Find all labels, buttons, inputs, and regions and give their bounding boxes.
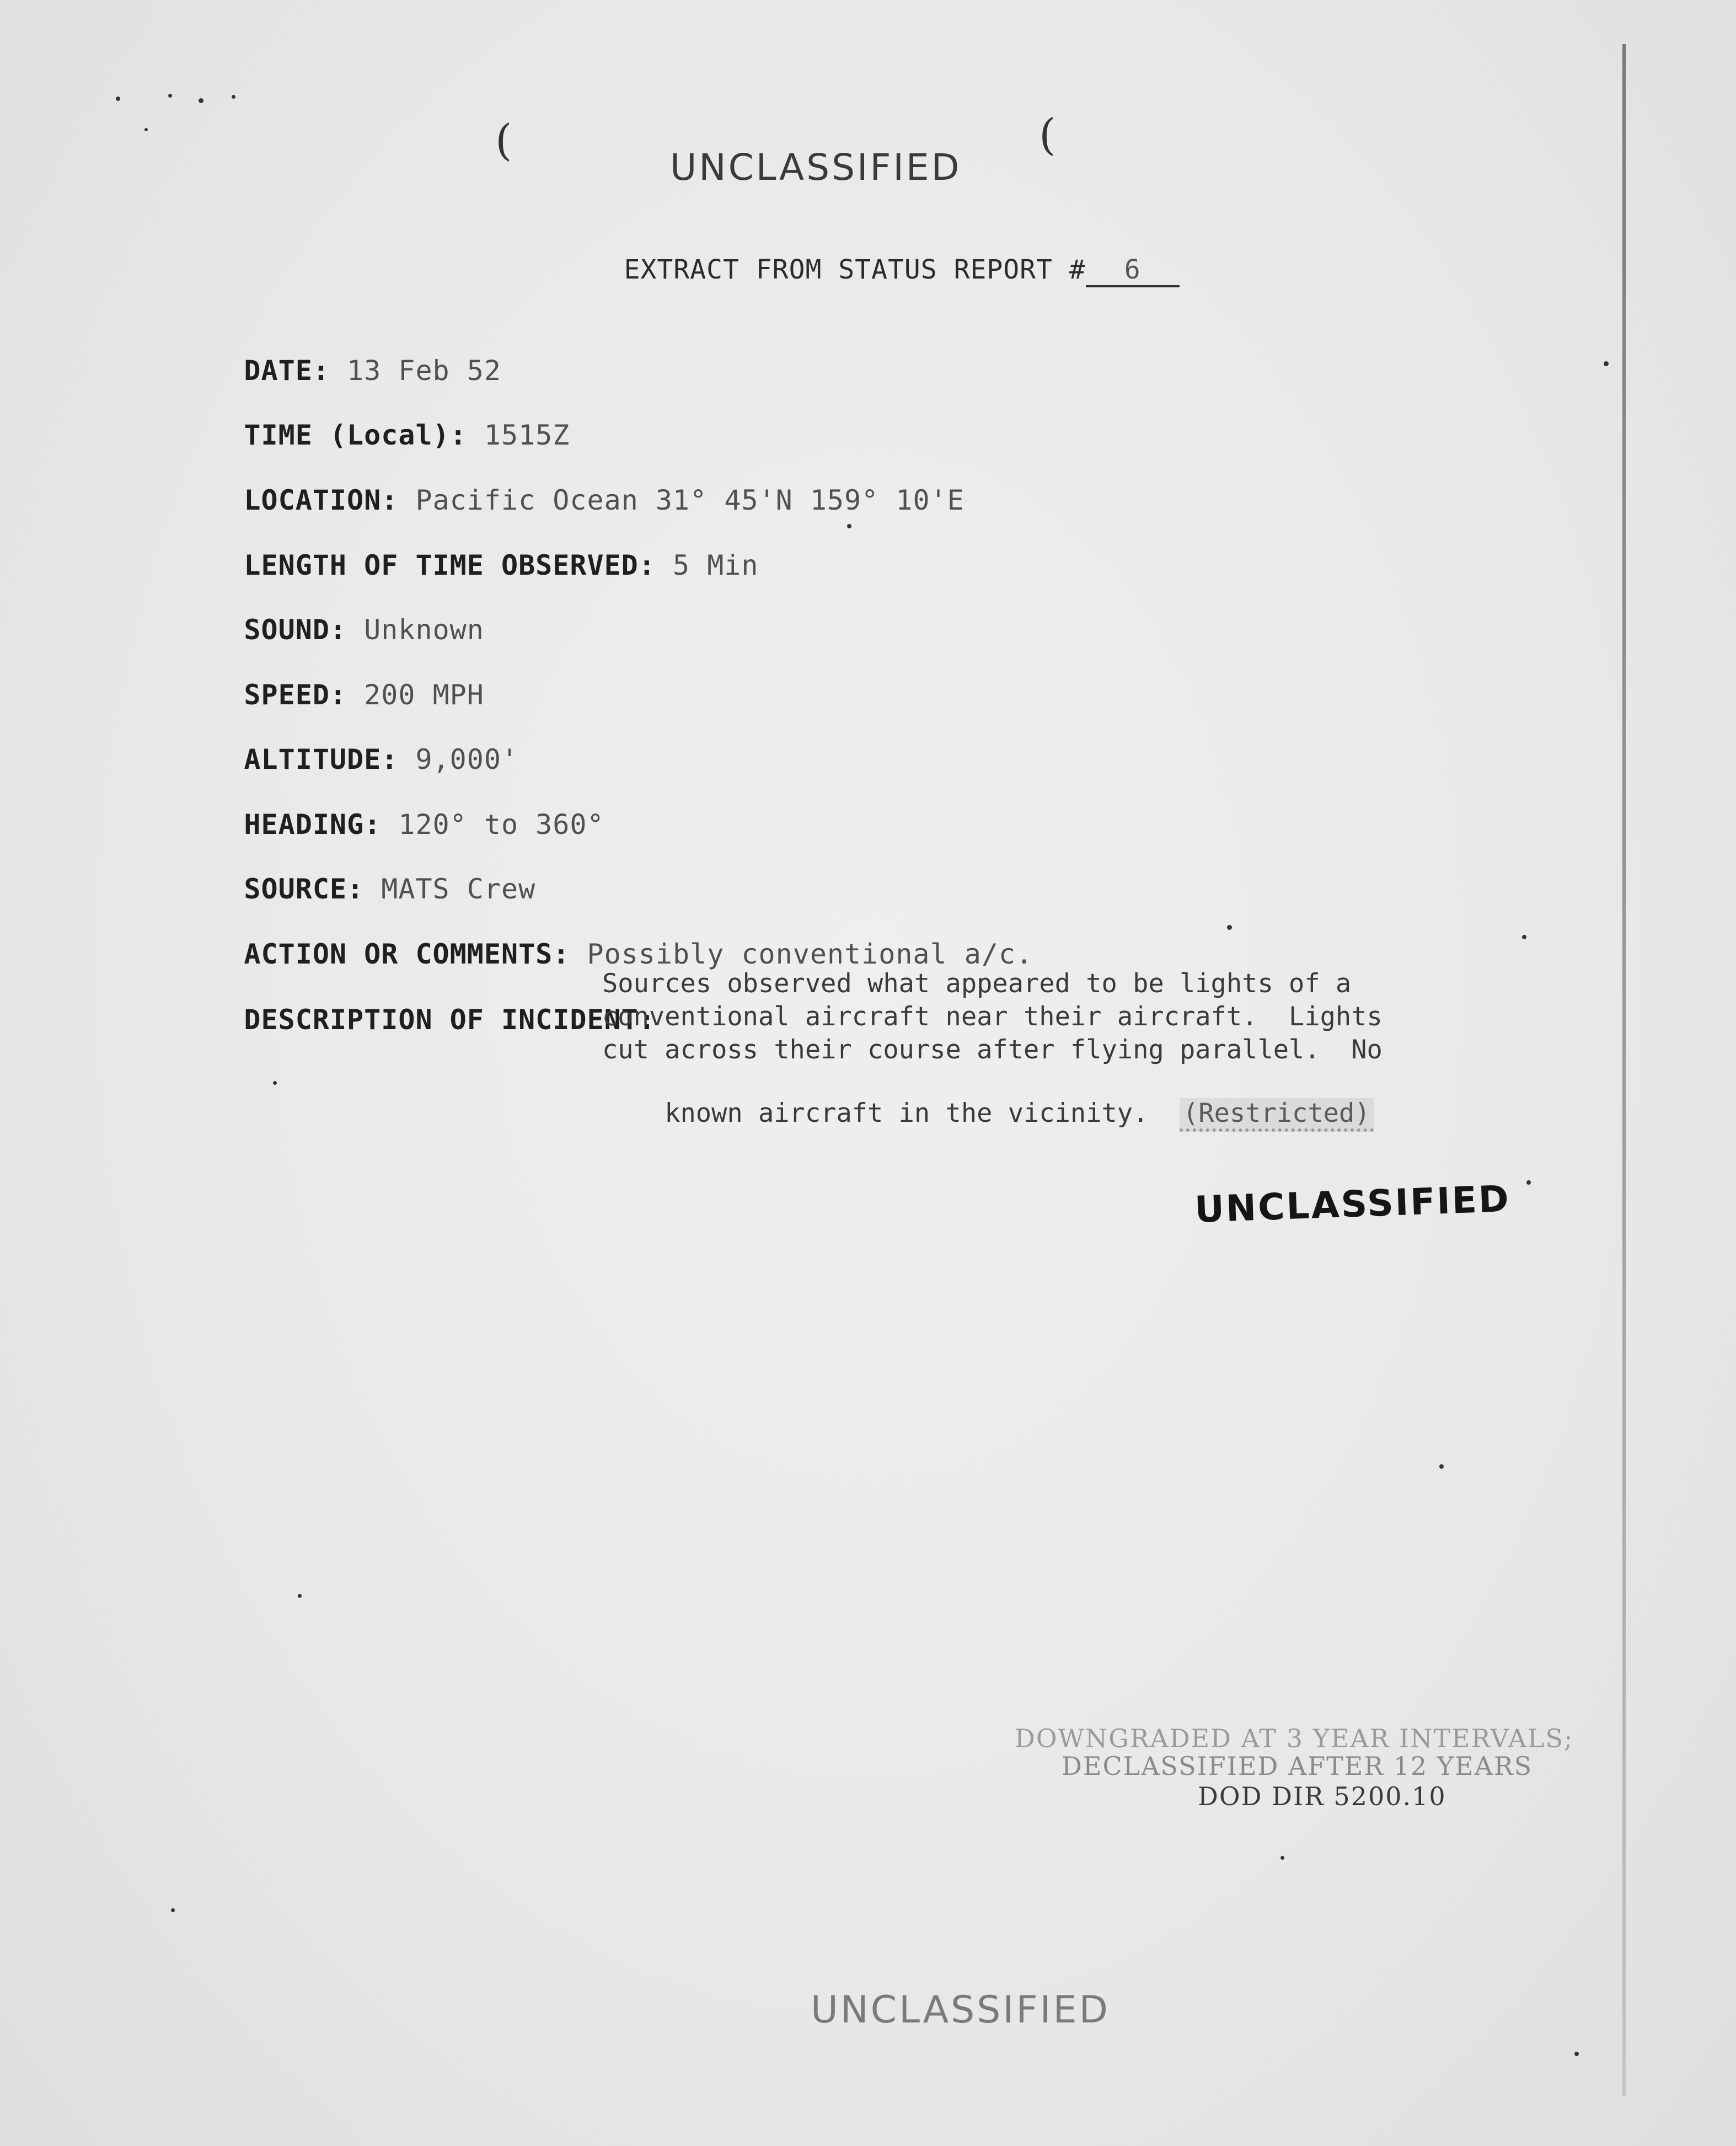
field-sound-label: SOUND: <box>244 614 347 646</box>
field-source-value: MATS Crew <box>381 873 536 905</box>
field-speed-label: SPEED: <box>244 679 347 711</box>
description-line-1: Sources observed what appeared to be lights of a <box>602 968 1352 999</box>
field-source-label: SOURCE: <box>244 873 365 905</box>
restricted-marking: (Restricted) <box>1180 1098 1374 1132</box>
description-line-4 <box>602 1068 1374 1162</box>
dust-speck <box>847 524 851 528</box>
description-label <box>175 972 656 1068</box>
field-action-comments-value: Possibly conventional a/c. <box>587 938 1033 970</box>
dust-speck <box>273 1081 277 1085</box>
description-line-3: cut across their course after flying parallel. No <box>602 1035 1383 1065</box>
description-line-2: conventional aircraft near their aircraft. Lights <box>602 1002 1383 1032</box>
dust-speck <box>168 94 172 98</box>
dust-speck <box>144 128 148 131</box>
hole-punch-mark-right: ( <box>1039 110 1056 160</box>
dust-speck <box>1280 1856 1284 1860</box>
report-title <box>558 223 1180 318</box>
field-location-label: LOCATION: <box>244 484 399 516</box>
field-altitude-value: 9,000' <box>415 743 519 775</box>
classification-stamp-bottom: UNCLASSIFIED <box>811 1988 1110 2032</box>
field-speed-value: 200 MPH <box>364 679 484 711</box>
field-heading-label: HEADING: <box>244 809 382 841</box>
field-sound-value: Unknown <box>364 614 484 646</box>
field-time-label: TIME (Local): <box>244 419 467 451</box>
report-number-value: 6 <box>1124 254 1141 285</box>
dust-speck <box>232 95 235 99</box>
dust-speck <box>1522 935 1526 939</box>
field-altitude-label: ALTITUDE: <box>244 743 399 775</box>
downgrade-line-3: DOD DIR 5200.10 <box>1198 1781 1446 1811</box>
dust-speck <box>298 1594 302 1598</box>
field-location-value: Pacific Ocean 31° 45'N 159° 10'E <box>415 484 965 516</box>
classification-stamp-top: UNCLASSIFIED <box>670 146 962 189</box>
dust-speck <box>116 97 120 101</box>
hole-punch-mark-left: ( <box>495 116 512 165</box>
page-edge-shadow <box>1622 44 1626 2096</box>
field-heading-value: 120° to 360° <box>398 809 604 841</box>
field-time-value: 1515Z <box>484 419 570 451</box>
field-length-of-time-value: 5 Min <box>673 549 759 581</box>
downgrade-line-1: DOWNGRADED AT 3 YEAR INTERVALS; <box>1015 1724 1574 1753</box>
description-label-text: DESCRIPTION OF INCIDENT: <box>244 1004 656 1036</box>
dust-speck <box>199 98 203 103</box>
dust-speck <box>1604 361 1609 366</box>
dust-speck <box>1227 925 1232 930</box>
dust-speck <box>1439 1464 1444 1469</box>
dust-speck <box>171 1908 175 1912</box>
report-title-text: EXTRACT FROM STATUS REPORT # <box>624 254 1086 285</box>
description-line-4-text: known aircraft in the vicinity. <box>665 1098 1149 1128</box>
classification-stamp-middle: UNCLASSIFIED <box>1194 1178 1511 1231</box>
downgrade-line-2: DECLASSIFIED AFTER 12 YEARS <box>1062 1751 1533 1781</box>
field-action-comments-label: ACTION OR COMMENTS: <box>244 938 570 970</box>
field-date-label: DATE: <box>244 355 330 387</box>
dust-speck <box>1526 1180 1531 1185</box>
field-date-value: 13 Feb 52 <box>347 355 501 387</box>
dust-speck <box>1574 2052 1579 2056</box>
field-length-of-time-label: LENGTH OF TIME OBSERVED: <box>244 549 656 581</box>
report-number <box>1086 254 1180 287</box>
